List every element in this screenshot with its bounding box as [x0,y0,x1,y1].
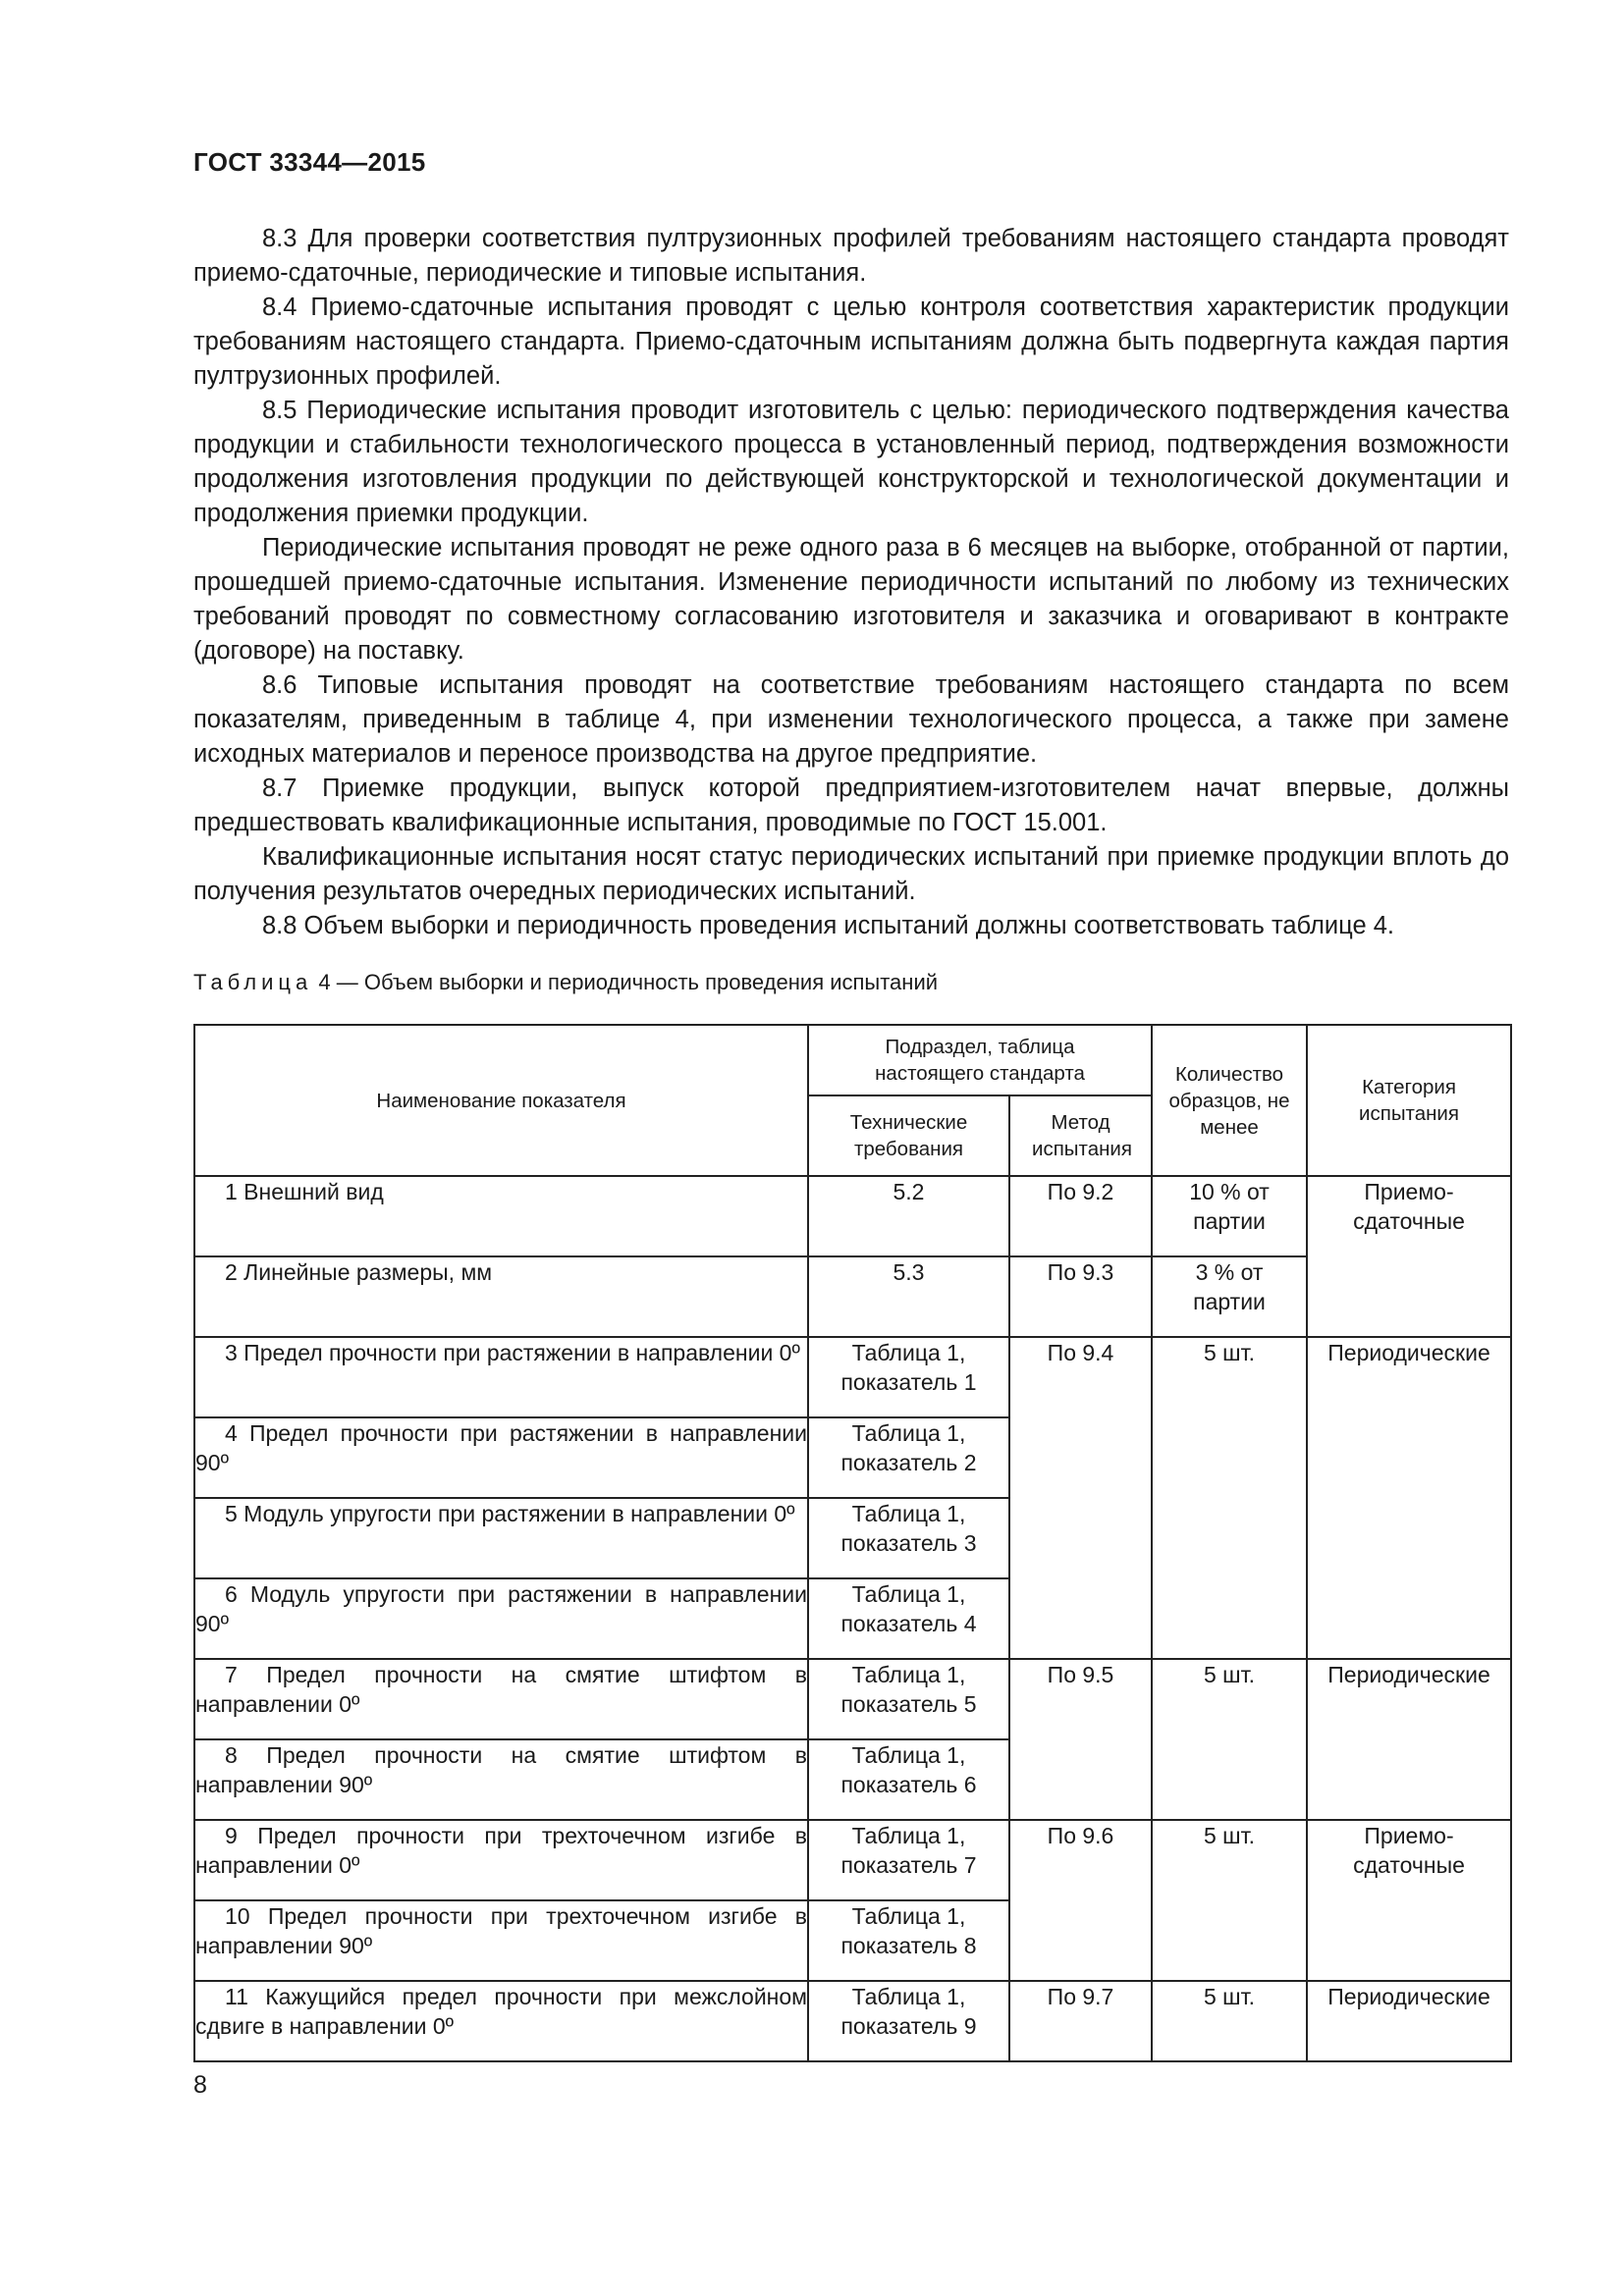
header-tech-req: Технические требования [808,1095,1009,1176]
category-periodic: Периодические [1307,1337,1511,1659]
row-req: Таблица 1, показатель 1 [808,1337,1009,1417]
method-group-9-5: По 9.5 [1009,1659,1152,1820]
table-row [194,1176,1511,1256]
category-acceptance: Приемо-сдаточные [1307,1820,1511,1981]
method-group-9-6: По 9.6 [1009,1820,1152,1981]
row-name: 8 Предел прочности на смятие штифтом в направлении 90º [194,1739,808,1820]
row-method: По 9.7 [1009,1981,1152,2061]
row-name: 1 Внешний вид [194,1176,808,1256]
header-name: Наименование показателя [194,1025,808,1176]
row-req: 5.3 [808,1256,1009,1337]
paragraph-qualification-tests: Квалификационные испытания носят статус периодических испытаний при приемке продукции вплоть до получения результатов очередных периодических испытаний. [193,843,1509,905]
category-periodic: Периодические [1307,1659,1511,1820]
test-scope-table [193,1024,1512,2062]
row-req: Таблица 1, показатель 3 [808,1498,1009,1578]
table-row [194,1337,1511,1417]
table-row [194,1981,1511,2061]
row-name: 5 Модуль упругости при растяжении в направлении 0º [194,1498,808,1578]
row-name: 3 Предел прочности при растяжении в направлении 0º [194,1337,808,1417]
row-name: 2 Линейные размеры, мм [194,1256,808,1337]
header-category: Категория испытания [1307,1025,1511,1176]
category-acceptance: Приемо-сдаточные [1307,1176,1511,1337]
body-text [193,222,1509,943]
page-number: 8 [193,2071,207,2099]
row-req: Таблица 1, показатель 5 [808,1659,1009,1739]
row-req: Таблица 1, показатель 2 [808,1417,1009,1498]
row-req: Таблица 1, показатель 6 [808,1739,1009,1820]
row-method: По 9.3 [1009,1256,1152,1337]
paragraph-periodic-tests: Периодические испытания проводят не реже одного раза в 6 месяцев на выборке, отобранной от партии, прошедшей приемо-сдаточные испытания. Изменение периодичности испытаний по любому из технических требований проводят по совместному согласованию изготовителя и заказчика и оговаривают в контракте (договоре) на поставку. [193,534,1509,665]
table-row [194,1659,1511,1739]
row-name: 10 Предел прочности при трехточечном изгибе в направлении 90º [194,1900,808,1981]
table-caption-label: Таблица [193,970,313,994]
row-name: 4 Предел прочности при растяжении в направлении 90º [194,1417,808,1498]
row-name: 7 Предел прочности на смятие штифтом в направлении 0º [194,1659,808,1739]
row-qty: 10 % от партии [1152,1176,1307,1256]
row-req: Таблица 1, показатель 9 [808,1981,1009,2061]
table-caption [193,970,938,995]
paragraph-8-6: 8.6 Типовые испытания проводят на соответствие требованиям настоящего стандарта по всем показателям, приведенным в таблице 4, при изменении технологического процесса, а также при замене исходных материалов и переносе производства на другое предприятие. [193,671,1509,768]
header-method: Метод испытания [1009,1095,1152,1176]
row-qty: 5 шт. [1152,1981,1307,2061]
paragraph-8-7: 8.7 Приемке продукции, выпуск которой предприятием-изготовителем начат впервые, должны предшествовать квалификационные испытания, проводимые по ГОСТ 15.001. [193,774,1509,836]
header-quantity: Количество образцов, не менее [1152,1025,1307,1176]
qty-group-9-6: 5 шт. [1152,1820,1307,1981]
row-req: 5.2 [808,1176,1009,1256]
header-subsection: Подраздел, таблица настоящего стандарта [808,1025,1152,1095]
paragraph-8-5: 8.5 Периодические испытания проводит изготовитель с целью: периодического подтверждения качества продукции и стабильности технологического процесса в установленный период, подтверждения возможности продолжения изготовления продукции по действующей конструкторской и технологической документации и продолжения приемки продукции. [193,397,1509,527]
paragraph-8-3: 8.3 Для проверки соответствия пултрузионных профилей требованиям настоящего стандарта проводят приемо-сдаточные, периодические и типовые испытания. [193,225,1509,287]
document-header: ГОСТ 33344—2015 [193,147,426,177]
category-periodic: Периодические [1307,1981,1511,2061]
row-req: Таблица 1, показатель 8 [808,1900,1009,1981]
row-method: По 9.2 [1009,1176,1152,1256]
row-req: Таблица 1, показатель 4 [808,1578,1009,1659]
table-row [194,1820,1511,1900]
row-name: 9 Предел прочности при трехточечном изгибе в направлении 0º [194,1820,808,1900]
row-req: Таблица 1, показатель 7 [808,1820,1009,1900]
qty-group-9-4: 5 шт. [1152,1337,1307,1659]
qty-group-9-5: 5 шт. [1152,1659,1307,1820]
method-group-9-4: По 9.4 [1009,1337,1152,1659]
row-qty: 3 % от партии [1152,1256,1307,1337]
row-name: 11 Кажущийся предел прочности при межслойном сдвиге в направлении 0º [194,1981,808,2061]
table-caption-title: 4 — Объем выборки и периодичность проведения испытаний [318,970,939,994]
paragraph-8-4: 8.4 Приемо-сдаточные испытания проводят с целью контроля соответствия характеристик продукции требованиям настоящего стандарта. Приемо-сдаточным испытаниям должна быть подвергнута каждая партия пултрузионных профилей. [193,294,1509,390]
row-name: 6 Модуль упругости при растяжении в направлении 90º [194,1578,808,1659]
paragraph-8-8: 8.8 Объем выборки и периодичность проведения испытаний должны соответствовать таблице 4. [262,912,1394,939]
